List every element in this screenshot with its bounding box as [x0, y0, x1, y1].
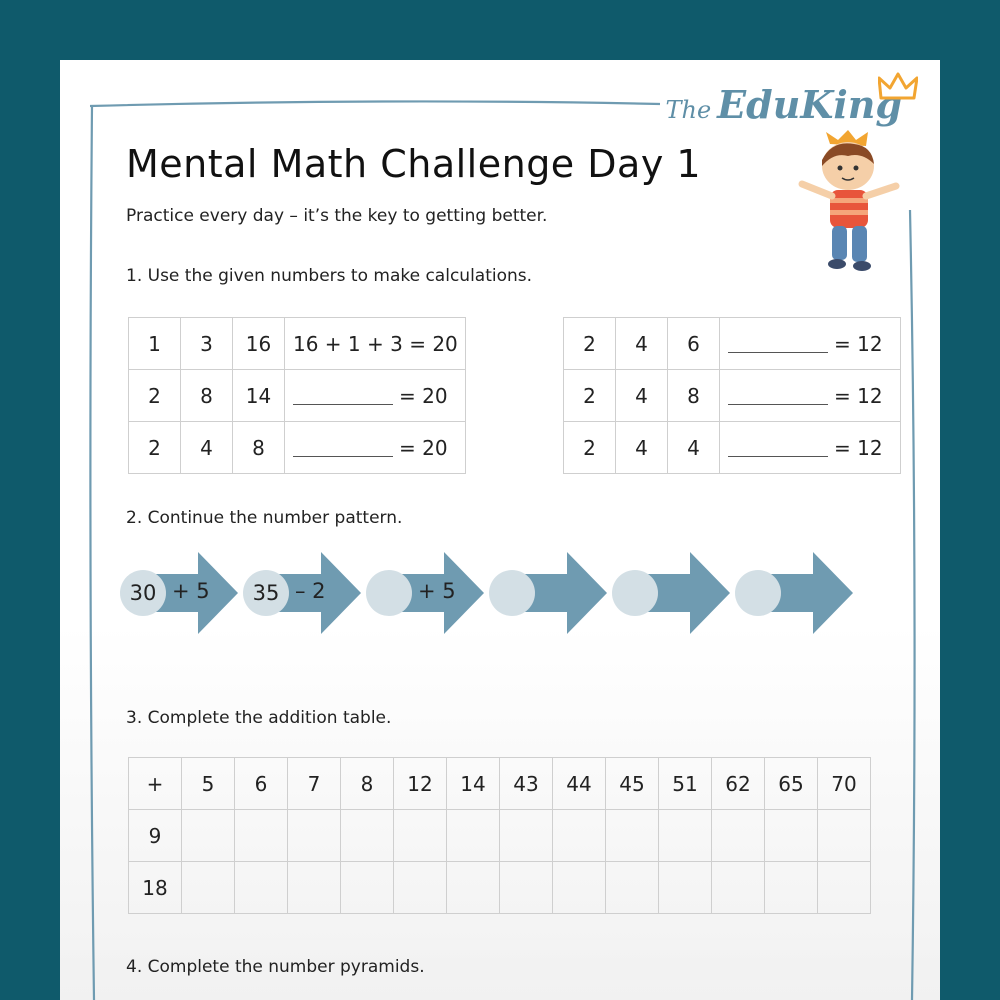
number-cell: 8 [233, 422, 285, 474]
pattern-circle[interactable] [489, 570, 535, 616]
number-cell: 4 [616, 318, 668, 370]
answer-cell[interactable] [606, 862, 659, 914]
addition-table [128, 757, 871, 914]
page-title: Mental Math Challenge Day 1 [126, 142, 702, 186]
table-row [129, 862, 871, 914]
answer-cell[interactable] [341, 810, 394, 862]
equation-answer-cell[interactable] [285, 422, 466, 474]
pattern-circle[interactable] [366, 570, 412, 616]
equation-cell: 16 + 1 + 3 = 20 [285, 318, 466, 370]
number-cell: 4 [181, 422, 233, 474]
answer-cell[interactable] [553, 810, 606, 862]
answer-cell[interactable] [394, 862, 447, 914]
answer-blank[interactable] [728, 390, 828, 405]
crown-icon [878, 72, 918, 102]
column-header: 51 [659, 758, 712, 810]
answer-cell[interactable] [553, 862, 606, 914]
pattern-operation: + 5 [418, 579, 456, 603]
answer-cell[interactable] [712, 810, 765, 862]
answer-cell[interactable] [606, 810, 659, 862]
equation-answer-cell[interactable] [720, 370, 901, 422]
equation-answer-cell[interactable] [720, 422, 901, 474]
number-cell: 6 [668, 318, 720, 370]
column-header: 44 [553, 758, 606, 810]
number-cell: 14 [233, 370, 285, 422]
column-header: 70 [818, 758, 871, 810]
answer-cell[interactable] [659, 862, 712, 914]
question-2-label: 2. Continue the number pattern. [126, 508, 403, 528]
q1-left-table [128, 317, 466, 474]
table-row [564, 370, 901, 422]
answer-cell[interactable] [659, 810, 712, 862]
table-row [129, 370, 466, 422]
pattern-operation: + 5 [172, 579, 210, 603]
boy-with-crown-illustration [792, 130, 912, 300]
answer-cell[interactable] [818, 862, 871, 914]
answer-cell[interactable] [341, 862, 394, 914]
pattern-step [612, 552, 732, 634]
answer-cell[interactable] [765, 862, 818, 914]
brand-logo [666, 82, 903, 127]
pattern-step [366, 552, 486, 634]
pattern-circle[interactable]: 35 [243, 570, 289, 616]
worksheet-page [60, 60, 940, 1000]
number-cell: 3 [181, 318, 233, 370]
number-cell: 4 [616, 370, 668, 422]
number-cell: 16 [233, 318, 285, 370]
equation-answer-cell[interactable] [285, 370, 466, 422]
answer-cell[interactable] [447, 862, 500, 914]
equation-result: = 12 [834, 383, 883, 408]
pattern-step [489, 552, 609, 634]
answer-blank[interactable] [728, 442, 828, 457]
number-cell: 2 [129, 422, 181, 474]
column-header: 43 [500, 758, 553, 810]
column-header: 5 [182, 758, 235, 810]
answer-blank[interactable] [728, 338, 828, 353]
column-header: 8 [341, 758, 394, 810]
pattern-step [243, 552, 363, 634]
answer-cell[interactable] [288, 862, 341, 914]
question-1-label: 1. Use the given numbers to make calculations. [126, 266, 533, 286]
answer-blank[interactable] [293, 390, 393, 405]
plus-corner-cell: + [129, 758, 182, 810]
pattern-step [735, 552, 855, 634]
number-cell: 8 [668, 370, 720, 422]
column-header: 45 [606, 758, 659, 810]
answer-cell[interactable] [500, 862, 553, 914]
answer-cell[interactable] [288, 810, 341, 862]
answer-cell[interactable] [447, 810, 500, 862]
number-cell: 4 [668, 422, 720, 474]
pattern-circle[interactable] [735, 570, 781, 616]
table-row [129, 810, 871, 862]
row-header: 18 [129, 862, 182, 914]
pattern-circle[interactable] [612, 570, 658, 616]
number-cell: 8 [181, 370, 233, 422]
equation-answer-cell[interactable] [720, 318, 901, 370]
brand-the: The [665, 96, 712, 124]
answer-cell[interactable] [182, 810, 235, 862]
answer-cell[interactable] [394, 810, 447, 862]
answer-blank[interactable] [293, 442, 393, 457]
number-cell: 2 [564, 318, 616, 370]
q1-right-table [563, 317, 901, 474]
equation-result: = 20 [399, 435, 448, 460]
column-header: 7 [288, 758, 341, 810]
table-row [564, 422, 901, 474]
table-header-row [129, 758, 871, 810]
answer-cell[interactable] [235, 862, 288, 914]
number-cell: 2 [129, 370, 181, 422]
brand-name: EduKing [717, 82, 902, 127]
column-header: 14 [447, 758, 500, 810]
answer-cell[interactable] [765, 810, 818, 862]
table-row [129, 318, 466, 370]
equation-result: = 12 [834, 331, 883, 356]
table-row [564, 318, 901, 370]
number-cell: 4 [616, 422, 668, 474]
number-cell: 2 [564, 370, 616, 422]
answer-cell[interactable] [500, 810, 553, 862]
answer-cell[interactable] [818, 810, 871, 862]
equation-result: = 20 [399, 383, 448, 408]
answer-cell[interactable] [712, 862, 765, 914]
answer-cell[interactable] [235, 810, 288, 862]
column-header: 12 [394, 758, 447, 810]
answer-cell[interactable] [182, 862, 235, 914]
page-subtitle: Practice every day – it’s the key to getting better. [126, 206, 548, 226]
column-header: 62 [712, 758, 765, 810]
column-header: 65 [765, 758, 818, 810]
pattern-operation: – 2 [295, 579, 326, 603]
number-cell: 1 [129, 318, 181, 370]
pattern-circle[interactable]: 30 [120, 570, 166, 616]
row-header: 9 [129, 810, 182, 862]
question-4-label: 4. Complete the number pyramids. [126, 957, 425, 977]
table-row [129, 422, 466, 474]
question-3-label: 3. Complete the addition table. [126, 708, 392, 728]
pattern-step [120, 552, 240, 634]
number-cell: 2 [564, 422, 616, 474]
column-header: 6 [235, 758, 288, 810]
equation-result: = 12 [834, 435, 883, 460]
